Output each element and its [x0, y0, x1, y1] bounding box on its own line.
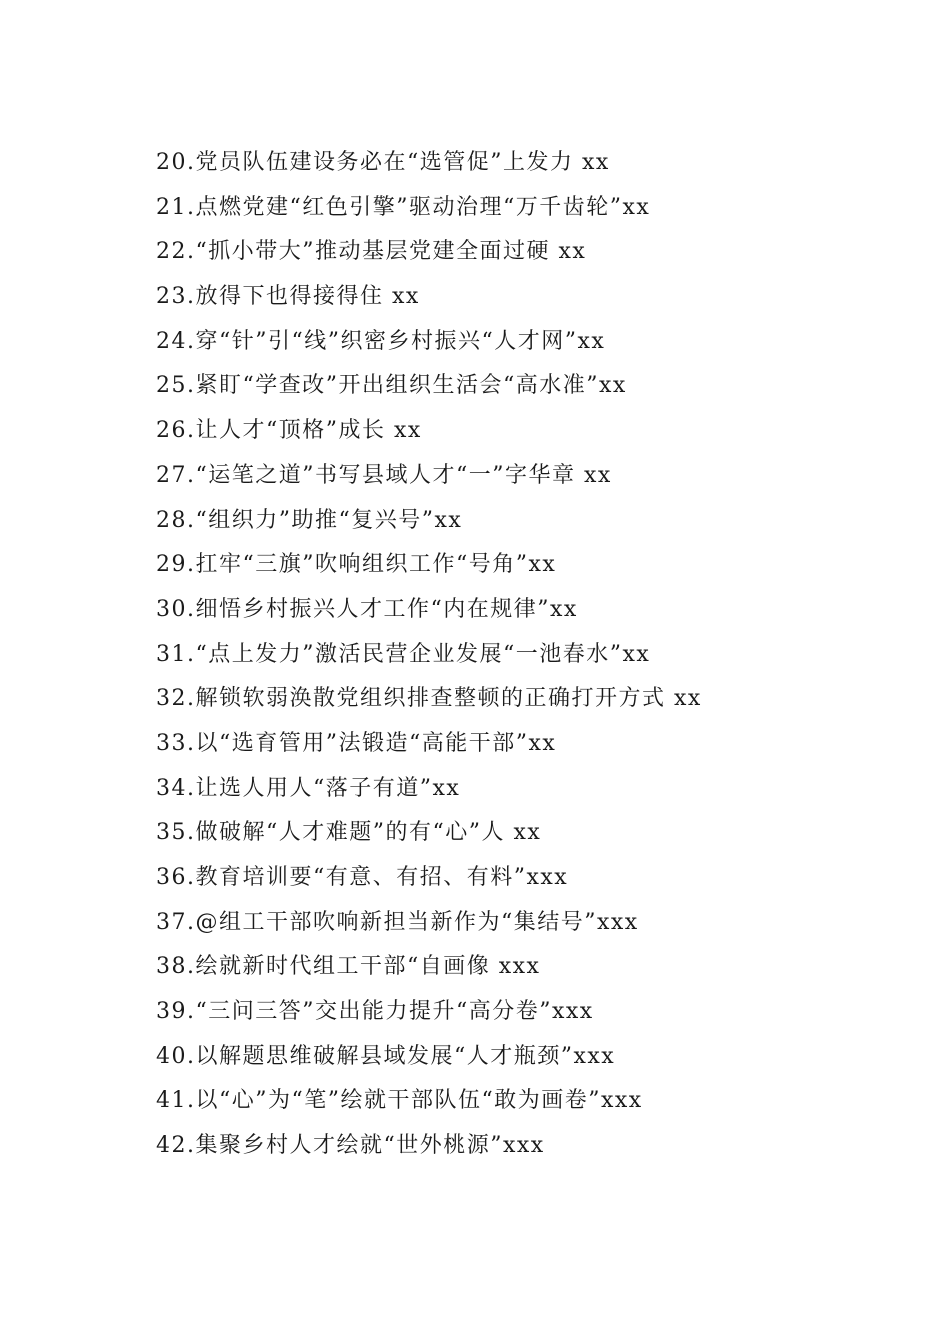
list-item: 41.以“心”为“笔”绘就干部队伍“敢为画卷”xxx	[156, 1088, 643, 1114]
list-item: 22.“抓小带大”推动基层党建全面过硬 xx	[156, 239, 587, 265]
list-item: 26.让人才“顶格”成长 xx	[156, 418, 422, 444]
list-item: 35.做破解“人才难题”的有“心”人 xx	[156, 820, 542, 846]
list-item: 21.点燃党建“红色引擎”驱动治理“万千齿轮”xx	[156, 194, 651, 220]
list-item: 29.扛牢“三旗”吹响组织工作“号角”xx	[156, 552, 557, 578]
list-item: 39.“三问三答”交出能力提升“高分卷”xxx	[156, 999, 594, 1025]
list-item: 42.集聚乡村人才绘就“世外桃源”xxx	[156, 1133, 545, 1159]
list-item: 23.放得下也得接得住 xx	[156, 284, 420, 310]
title-list	[156, 141, 916, 1169]
list-item: 36.教育培训要“有意、有招、有料”xxx	[156, 865, 569, 890]
list-item: 37.@组工干部吹响新担当新作为“集结号”xxx	[156, 909, 639, 935]
list-item: 40.以解题思维破解县域发展“人才瓶颈”xxx	[156, 1043, 616, 1069]
list-item: 33.以“选育管用”法锻造“高能干部”xx	[156, 730, 557, 756]
list-item: 24.穿“针”引“线”织密乡村振兴“人才网”xx	[156, 328, 606, 354]
list-item: 20.党员队伍建设务必在“选管促”上发力 xx	[156, 150, 610, 175]
list-item: 27.“运笔之道”书写县域人才“一”字华章 xx	[156, 462, 612, 488]
list-item: 38.绘就新时代组工干部“自画像 xxx	[156, 954, 541, 980]
list-item: 34.让选人用人“落子有道”xx	[156, 775, 461, 801]
list-item: 30.细悟乡村振兴人才工作“内在规律”xx	[156, 596, 578, 622]
list-item: 25.紧盯“学查改”开出组织生活会“高水准”xx	[156, 373, 627, 399]
list-item: 31.“点上发力”激活民营企业发展“一池春水”xx	[156, 641, 651, 667]
list-item: 28.“组织力”助推“复兴号”xx	[156, 507, 463, 533]
list-item: 32.解锁软弱涣散党组织排查整顿的正确打开方式 xx	[156, 686, 702, 712]
